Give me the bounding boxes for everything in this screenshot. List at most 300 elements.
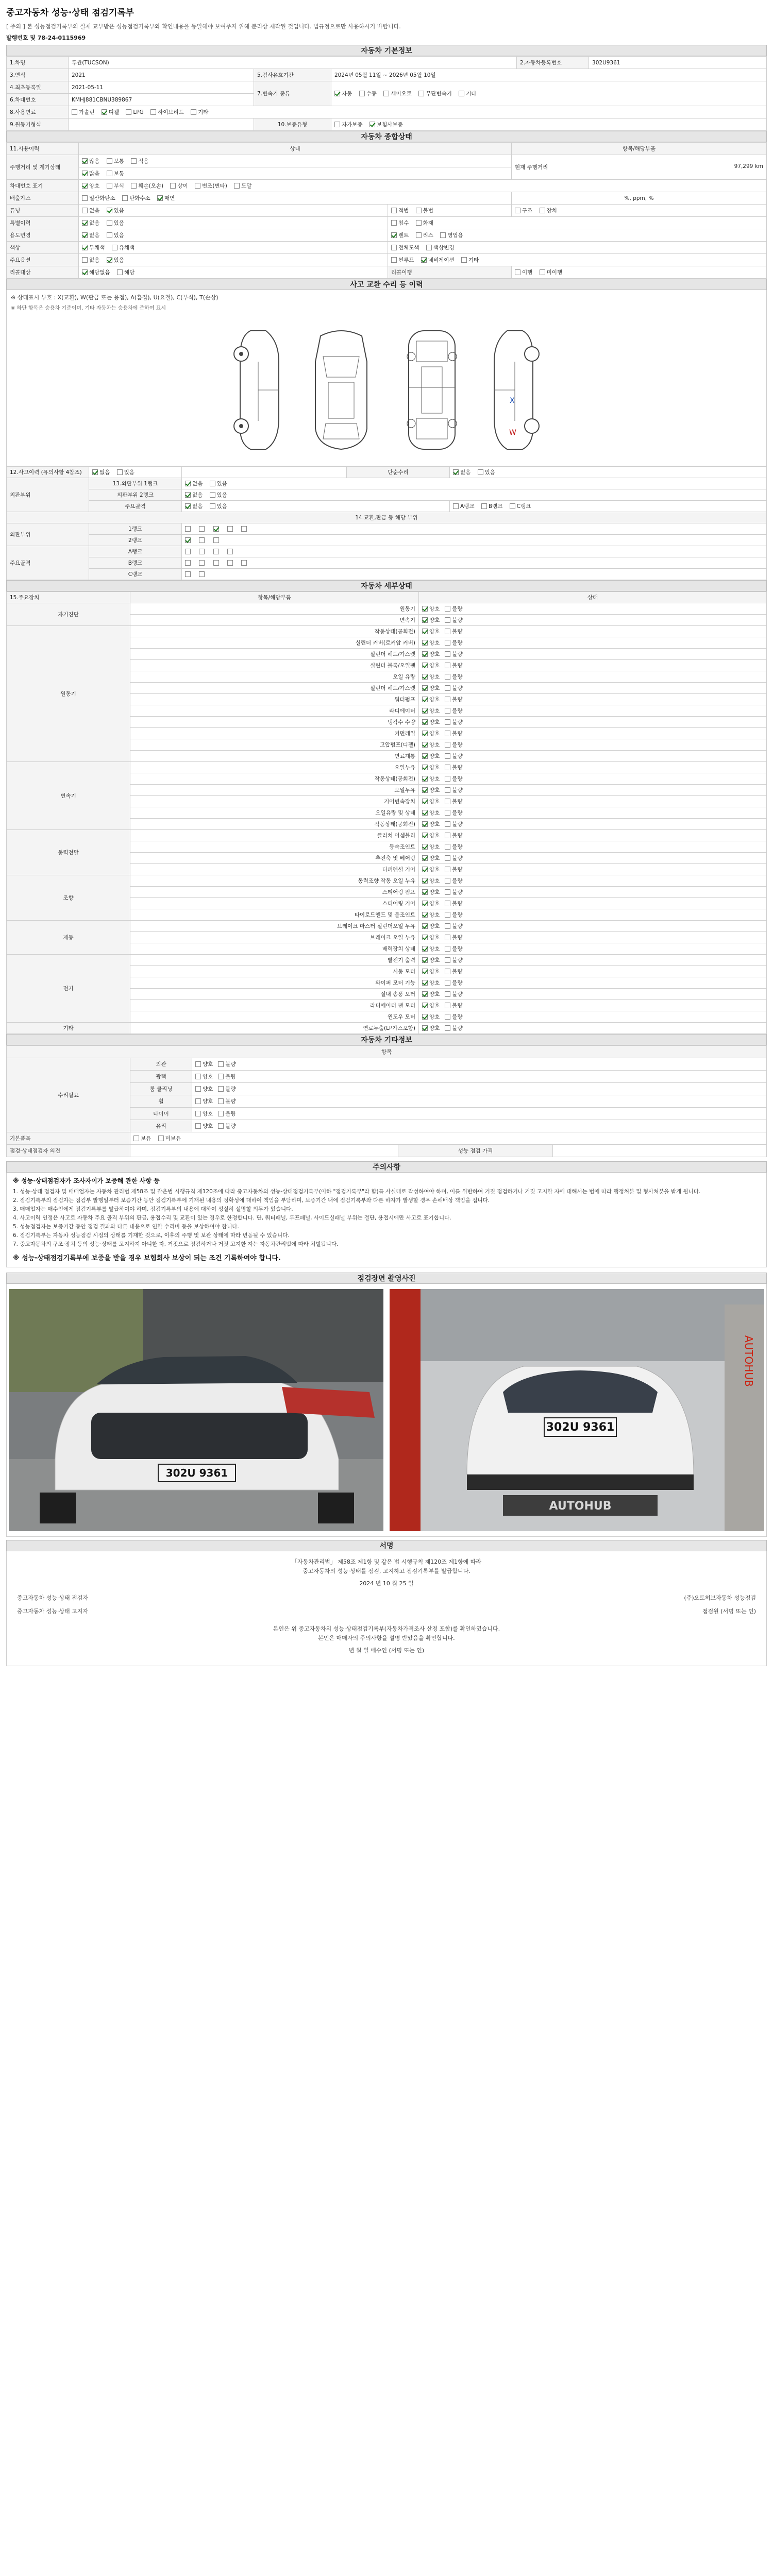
document-notice: [ 주의 ] 본 성능점검기록부의 실제 교부받은 성능점검기록부와 확인내용을 동일해야 보여주지 위해 분리상 제작된 것입니다. 법규정으로만 사용하시기 바랍니다. xyxy=(6,23,401,30)
detail-state-option[interactable]: 불량 xyxy=(445,650,462,658)
detail-state-option[interactable]: 양호 xyxy=(422,764,440,771)
detail-state-option[interactable]: 불량 xyxy=(445,854,462,862)
parts-checkbox[interactable] xyxy=(213,537,221,544)
detail-state-option[interactable]: 불량 xyxy=(445,956,462,964)
detail-item-state xyxy=(419,717,767,728)
detail-group-label: 전기 xyxy=(7,955,130,1023)
seller-row xyxy=(17,1607,756,1615)
detail-state-option[interactable]: 불량 xyxy=(445,888,462,896)
fuel-option[interactable]: 하이브리드 xyxy=(150,108,184,116)
options-label: 주요옵션 xyxy=(7,254,79,266)
detail-state-option[interactable]: 양호 xyxy=(422,662,440,669)
first-reg-value: 2021-05-11 xyxy=(69,81,254,94)
trans-label: 7.변속기 종류 xyxy=(254,81,331,106)
checkbox-icon xyxy=(107,232,112,238)
detail-state-option[interactable]: 양호 xyxy=(422,854,440,862)
detail-state-option[interactable]: 불량 xyxy=(445,741,462,749)
panel-rank1-option[interactable]: 있음 xyxy=(210,480,227,487)
detail-state-option[interactable]: 불량 xyxy=(445,684,462,692)
checkbox-icon xyxy=(422,651,428,657)
caution-line: 4. 사고이력 인정은 사고로 자동차 주요 골격 부위의 판금, 용접수리 및 교환이 있는 경우로 한정합니다. 단, 쿼터패널, 루프패널, 사이드실패널 부위는 절단, 용접시에만 사고로 표기합니다. xyxy=(13,1215,451,1221)
parts-checkbox[interactable] xyxy=(185,560,192,566)
extra-state-option[interactable]: 양호 xyxy=(195,1085,213,1093)
usage-change-label: 용도변경 xyxy=(7,229,79,242)
panel-group-label: 외판부위 xyxy=(7,478,89,512)
basic-items-option[interactable]: 보유 xyxy=(133,1134,151,1142)
detail-state-option[interactable]: 불량 xyxy=(445,911,462,919)
detail-state-option[interactable]: 불량 xyxy=(445,628,462,635)
mileage-label: 주행거리 및 계기상태 xyxy=(7,155,79,180)
special-label: 특별이력 xyxy=(7,217,79,229)
detail-item-state xyxy=(419,751,767,762)
detail-state-option[interactable]: 양호 xyxy=(422,684,440,692)
parts-checkbox[interactable] xyxy=(213,560,221,566)
photos-title: 점검장면 촬영사진 xyxy=(6,1273,767,1284)
frame-rank-option[interactable]: C랭크 xyxy=(510,502,531,510)
vin-mark-option[interactable]: 변조(변타) xyxy=(195,182,227,190)
usage-change-option[interactable]: 없음 xyxy=(82,231,99,239)
parts-checkbox[interactable] xyxy=(185,549,192,555)
extra-state-option[interactable]: 양호 xyxy=(195,1060,213,1068)
detail-state-option[interactable]: 불량 xyxy=(445,786,462,794)
special-sub-option[interactable]: 침수 xyxy=(391,219,409,227)
detail-state-option[interactable]: 양호 xyxy=(422,730,440,737)
extra-state-option[interactable]: 불량 xyxy=(218,1097,236,1105)
detail-item-label: 작동상태(공회전) xyxy=(130,819,419,830)
detail-item-state xyxy=(419,660,767,671)
detail-state-option[interactable]: 양호 xyxy=(422,1013,440,1021)
parts-checkbox[interactable] xyxy=(199,526,206,532)
fuel-option[interactable]: 기타 xyxy=(191,108,208,116)
motor-value xyxy=(69,118,254,131)
checkbox-icon xyxy=(391,232,397,238)
detail-state-option[interactable]: 양호 xyxy=(422,979,440,987)
detail-state-option[interactable]: 불량 xyxy=(445,877,462,885)
trans-options xyxy=(331,81,767,106)
checkbox-icon xyxy=(227,549,233,554)
parts-checkbox[interactable] xyxy=(227,549,234,555)
detail-state-option[interactable]: 양호 xyxy=(422,1024,440,1032)
detail-state-option[interactable]: 불량 xyxy=(445,900,462,907)
vin-mark-label: 차대번호 표기 xyxy=(7,180,79,192)
detail-state-option[interactable]: 양호 xyxy=(422,786,440,794)
mileage-gauge-option[interactable]: 보통 xyxy=(107,170,124,177)
parts-checkbox[interactable] xyxy=(199,571,206,578)
detail-state-option[interactable]: 양호 xyxy=(422,832,440,839)
frame-rank-option[interactable]: B랭크 xyxy=(481,502,503,510)
extra-item-label: 타이어 xyxy=(130,1108,192,1120)
frame-option[interactable]: 있음 xyxy=(210,502,227,510)
extra-subtitle: 항목 xyxy=(7,1046,767,1058)
color-label: 색상 xyxy=(7,242,79,254)
detail-state-option[interactable]: 양호 xyxy=(422,696,440,703)
color-sub-option[interactable]: 전체도색 xyxy=(391,244,419,251)
detail-state-option[interactable]: 불량 xyxy=(445,605,462,613)
detail-item-label: 작동상태(공회전) xyxy=(130,773,419,785)
panel-rank2-label: 외판부위 2랭크 xyxy=(89,489,182,501)
detail-state-option[interactable]: 불량 xyxy=(445,843,462,851)
special-option[interactable]: 있음 xyxy=(107,219,124,227)
detail-item-label: 시동 모터 xyxy=(130,966,419,977)
checkbox-icon xyxy=(185,481,191,486)
usage-change-option[interactable]: 있음 xyxy=(107,231,124,239)
tuning-sub-option[interactable]: 적법 xyxy=(391,207,409,214)
recall-option[interactable]: 해당 xyxy=(117,268,135,276)
detail-state-option[interactable]: 양호 xyxy=(422,990,440,998)
detail-state-option[interactable]: 양호 xyxy=(422,843,440,851)
checkbox-icon xyxy=(227,526,233,532)
rear-plate-text: 302U 9361 xyxy=(546,1421,615,1434)
detail-state-option[interactable]: 양호 xyxy=(422,900,440,907)
detail-state-option[interactable]: 양호 xyxy=(422,798,440,805)
trans-option[interactable]: 기타 xyxy=(459,90,476,97)
checkbox-icon xyxy=(213,526,219,532)
price-inspect-label: 성능 점검 가격 xyxy=(398,1145,553,1157)
frame-option[interactable]: 없음 xyxy=(185,502,203,510)
detail-state-option[interactable]: 불량 xyxy=(445,979,462,987)
detail-state-option[interactable]: 불량 xyxy=(445,752,462,760)
checkbox-icon xyxy=(445,923,450,929)
detail-state-option[interactable]: 양호 xyxy=(422,945,440,953)
extra-group-label: 수리필요 xyxy=(7,1058,130,1132)
panel-rank1-option[interactable]: 없음 xyxy=(185,480,203,487)
checkbox-icon xyxy=(445,901,450,906)
extra-item-state xyxy=(192,1058,767,1071)
cautions-head: ※ 성능·상태점검자가 조사자이가 보증해 관한 사항 등 xyxy=(13,1177,160,1184)
detail-item-label: 실린더 헤드/가스켓 xyxy=(130,683,419,694)
reg-no-label: 2.자동차등록번호 xyxy=(517,57,589,69)
detail-item-state xyxy=(419,932,767,943)
accident-option[interactable]: 있음 xyxy=(117,468,135,476)
options-sub-option[interactable]: 네비게이션 xyxy=(421,256,455,264)
detail-item-state xyxy=(419,705,767,717)
detail-state-option[interactable]: 불량 xyxy=(445,1002,462,1009)
parts-checkbox[interactable] xyxy=(227,526,234,532)
front-car-image xyxy=(9,1289,383,1531)
checkbox-icon xyxy=(234,183,240,189)
checkbox-icon xyxy=(416,220,422,226)
checkbox-icon xyxy=(422,810,428,816)
color-sub-option[interactable]: 색상변경 xyxy=(426,244,455,251)
checkbox-icon xyxy=(157,195,163,201)
document-title: 중고자동차 성능·상태 점검기록부 xyxy=(6,8,135,18)
vin-label: 6.차대번호 xyxy=(7,94,69,106)
sign-statement-2: 중고자동차의 성능·상태를 점검, 고지하고 점검기록부를 발급합니다. xyxy=(303,1568,470,1574)
detail-item-state xyxy=(419,615,767,626)
detail-state-option[interactable]: 양호 xyxy=(422,639,440,647)
checkbox-icon xyxy=(422,901,428,906)
detail-state-option[interactable]: 불량 xyxy=(445,673,462,681)
checkbox-icon xyxy=(383,91,389,96)
checkbox-icon xyxy=(445,833,450,838)
mileage-option[interactable]: 보통 xyxy=(107,157,124,165)
checkbox-icon xyxy=(107,183,112,189)
extra-row xyxy=(7,1058,767,1071)
recall-option[interactable]: 해당없음 xyxy=(82,268,110,276)
checkbox-icon xyxy=(426,245,432,250)
panel-rank2-option[interactable]: 있음 xyxy=(210,491,227,499)
vin-value: KMHJ881CBNU389867 xyxy=(69,94,254,106)
detail-state-option[interactable]: 양호 xyxy=(422,707,440,715)
fuel-option[interactable]: 가솔린 xyxy=(72,108,94,116)
detail-state-option[interactable]: 불량 xyxy=(445,718,462,726)
recall-done-option[interactable]: 미이행 xyxy=(540,268,562,276)
detail-state-option[interactable]: 양호 xyxy=(422,741,440,749)
trans-option[interactable]: 자동 xyxy=(334,90,352,97)
detail-item-state xyxy=(419,989,767,1000)
document-number-label: 발행번호 및 xyxy=(6,35,36,41)
detail-state-option[interactable]: 양호 xyxy=(422,673,440,681)
checkbox-icon xyxy=(191,109,196,115)
trans-option[interactable]: 무단변속기 xyxy=(418,90,452,97)
parts-checkbox[interactable] xyxy=(241,526,248,532)
detail-state-option[interactable]: 양호 xyxy=(422,968,440,975)
mileage-option[interactable]: 많음 xyxy=(82,157,99,165)
accident-option[interactable]: 없음 xyxy=(92,468,110,476)
rear-car-image xyxy=(390,1289,764,1531)
detail-state-option[interactable]: 불량 xyxy=(445,832,462,839)
checkbox-icon xyxy=(422,753,428,759)
detail-item-label: 연료계통 xyxy=(130,751,419,762)
vin-mark-option[interactable]: 부식 xyxy=(107,182,124,190)
detail-item-state xyxy=(419,637,767,649)
detail-state-option[interactable]: 양호 xyxy=(422,956,440,964)
general-col-usage: 11.사용이력 xyxy=(7,143,79,155)
checkbox-icon xyxy=(218,1098,224,1104)
car-top-front-diagram xyxy=(305,326,377,454)
parts-checkbox[interactable] xyxy=(213,526,221,532)
detail-title: 자동차 세부상태 xyxy=(6,580,767,591)
warranty-options xyxy=(331,118,767,131)
detail-state-option[interactable]: 양호 xyxy=(422,934,440,941)
parts-rank-a: A랭크 xyxy=(89,546,182,557)
detail-state-option[interactable]: 양호 xyxy=(422,605,440,613)
emission-option[interactable]: 매연 xyxy=(157,194,175,202)
extra-state-option[interactable]: 양호 xyxy=(195,1097,213,1105)
options-option[interactable]: 있음 xyxy=(107,256,124,264)
detail-row xyxy=(7,921,767,932)
detail-state-option[interactable]: 불량 xyxy=(445,798,462,805)
detail-item-label: 스티어링 펌프 xyxy=(130,887,419,898)
simple-repair-option[interactable]: 있음 xyxy=(478,468,495,476)
detail-state-option[interactable]: 불량 xyxy=(445,616,462,624)
checkbox-icon xyxy=(82,269,88,275)
detail-state-option[interactable]: 불량 xyxy=(445,922,462,930)
parts-checkbox[interactable] xyxy=(227,560,234,566)
detail-state-option[interactable]: 양호 xyxy=(422,922,440,930)
detail-state-option[interactable]: 양호 xyxy=(422,911,440,919)
detail-state-option[interactable]: 불량 xyxy=(445,866,462,873)
detail-item-state xyxy=(419,796,767,807)
detail-item-label: 브레이크 마스터 실린더오일 누유 xyxy=(130,921,419,932)
checkbox-icon xyxy=(422,629,428,634)
detail-state-option[interactable]: 불량 xyxy=(445,820,462,828)
detail-state-option[interactable]: 양호 xyxy=(422,1002,440,1009)
checkbox-icon xyxy=(170,183,176,189)
extra-state-option[interactable]: 양호 xyxy=(195,1122,213,1130)
simple-repair-option[interactable]: 없음 xyxy=(453,468,470,476)
detail-item-state xyxy=(419,1023,767,1034)
period-value: 2024년 05월 11일 ~ 2026년 05월 10일 xyxy=(331,69,767,81)
extra-state-option[interactable]: 양호 xyxy=(195,1110,213,1117)
special-sub-option[interactable]: 화재 xyxy=(416,219,433,227)
vin-mark-option[interactable]: 상이 xyxy=(170,182,188,190)
parts-checkbox[interactable] xyxy=(199,549,206,555)
frame-rank-option[interactable]: A랭크 xyxy=(453,502,474,510)
detail-state-option[interactable]: 불량 xyxy=(445,707,462,715)
detail-state-option[interactable]: 불량 xyxy=(445,1024,462,1032)
mileage-gauge-option[interactable]: 많음 xyxy=(82,170,99,177)
checkbox-icon xyxy=(445,629,450,634)
recall-done-option[interactable]: 이행 xyxy=(515,268,532,276)
parts-checkbox[interactable] xyxy=(241,560,248,566)
caution-line: 3. 매매업자는 매수인에게 점검기록부를 발급하여야 하며, 점검기록부의 내용에 대하여 성실히 설명할 의무가 있습니다. xyxy=(13,1206,293,1212)
detail-state-option[interactable]: 양호 xyxy=(422,877,440,885)
detail-state-option[interactable]: 양호 xyxy=(422,820,440,828)
detail-state-option[interactable]: 양호 xyxy=(422,775,440,783)
detail-group-label: 제동 xyxy=(7,921,130,955)
document-header xyxy=(6,0,767,42)
usage-change-sub-option[interactable]: 리스 xyxy=(416,231,433,239)
checkbox-icon xyxy=(445,640,450,646)
extra-table xyxy=(6,1045,767,1157)
checkbox-icon xyxy=(199,537,205,543)
detail-item-state xyxy=(419,603,767,615)
detail-item-label: 클러치 어셈블리 xyxy=(130,830,419,841)
emission-option[interactable]: 탄화수소 xyxy=(122,194,150,202)
warranty-option[interactable]: 보험사보증 xyxy=(369,121,403,128)
extra-state-option[interactable]: 불량 xyxy=(218,1073,236,1080)
detail-item-state xyxy=(419,728,767,739)
detail-item-state xyxy=(419,807,767,819)
extra-state-option[interactable]: 불량 xyxy=(218,1060,236,1068)
parts-checkbox[interactable] xyxy=(185,571,192,578)
checkbox-icon xyxy=(185,492,191,498)
document-number-value: 78-24-0115969 xyxy=(37,35,86,41)
detail-group-label: 자기진단 xyxy=(7,603,130,626)
emission-option[interactable]: 일산화탄소 xyxy=(82,194,115,202)
detail-state-option[interactable]: 양호 xyxy=(422,888,440,896)
car-side-right-diagram xyxy=(486,326,543,454)
extra-state-option[interactable]: 불량 xyxy=(218,1085,236,1093)
checkbox-icon xyxy=(150,109,156,115)
detail-item-label: 오일 유량 xyxy=(130,671,419,683)
detail-state-option[interactable]: 불량 xyxy=(445,775,462,783)
rear-photo xyxy=(390,1289,764,1531)
caution-line: 5. 성능점검자는 보증기간 동안 점검 결과와 다른 내용으로 인한 수리비 등을 보상하여야 합니다. xyxy=(13,1224,239,1230)
color-option[interactable]: 무채색 xyxy=(82,244,105,251)
checkbox-icon xyxy=(445,969,450,974)
checkbox-icon xyxy=(422,991,428,997)
parts-checkbox[interactable] xyxy=(185,526,192,532)
detail-item-state xyxy=(419,830,767,841)
checkbox-icon xyxy=(422,935,428,940)
detail-state-option[interactable]: 양호 xyxy=(422,809,440,817)
checkbox-icon xyxy=(481,503,487,509)
checkbox-icon xyxy=(445,776,450,782)
mileage-option[interactable]: 적음 xyxy=(131,157,148,165)
detail-state-option[interactable]: 불량 xyxy=(445,639,462,647)
panel-rank2-option[interactable]: 없음 xyxy=(185,491,203,499)
checkbox-icon xyxy=(218,1061,224,1067)
usage-change-sub-option[interactable]: 렌트 xyxy=(391,231,409,239)
detail-state-option[interactable]: 양호 xyxy=(422,616,440,624)
parts-checkbox[interactable] xyxy=(213,549,221,555)
checkbox-icon xyxy=(199,526,205,532)
checkbox-icon xyxy=(421,257,427,263)
fuel-option[interactable]: 디젤 xyxy=(102,108,119,116)
shop-logo-text: AUTOHUB xyxy=(549,1500,612,1513)
vin-mark-option[interactable]: 도말 xyxy=(234,182,251,190)
options-option[interactable]: 없음 xyxy=(82,256,99,264)
detail-item-label: 실린더 블록/오일팬 xyxy=(130,660,419,671)
detail-state-option[interactable]: 불량 xyxy=(445,934,462,941)
checkbox-icon xyxy=(422,833,428,838)
fuel-option[interactable]: LPG xyxy=(126,109,143,115)
parts-checkbox[interactable] xyxy=(199,537,206,544)
options-sub-option[interactable]: 썬루프 xyxy=(391,256,414,264)
extra-state-option[interactable]: 불량 xyxy=(218,1110,236,1117)
checkbox-icon xyxy=(445,946,450,952)
tuning-option[interactable]: 없음 xyxy=(82,207,99,214)
parts-checkbox[interactable] xyxy=(185,537,192,544)
usage-change-sub-option[interactable]: 영업용 xyxy=(440,231,463,239)
checkbox-icon xyxy=(218,1123,224,1129)
detail-item-state xyxy=(419,649,767,660)
detail-state-option[interactable]: 불량 xyxy=(445,945,462,953)
vin-mark-option[interactable]: 양호 xyxy=(82,182,99,190)
detail-state-option[interactable]: 양호 xyxy=(422,650,440,658)
detail-state-option[interactable]: 양호 xyxy=(422,628,440,635)
special-option[interactable]: 없음 xyxy=(82,219,99,227)
detail-state-option[interactable]: 불량 xyxy=(445,968,462,975)
checkbox-icon xyxy=(422,685,428,691)
detail-state-option[interactable]: 양호 xyxy=(422,718,440,726)
detail-state-option[interactable]: 불량 xyxy=(445,764,462,771)
trans-option[interactable]: 세미오토 xyxy=(383,90,412,97)
detail-state-option[interactable]: 불량 xyxy=(445,696,462,703)
detail-state-option[interactable]: 불량 xyxy=(445,662,462,669)
detail-state-option[interactable]: 양호 xyxy=(422,866,440,873)
detail-item-label: 냉각수 수량 xyxy=(130,717,419,728)
detail-row xyxy=(7,875,767,887)
checkbox-icon xyxy=(422,1025,428,1031)
detail-item-label: 등속조인트 xyxy=(130,841,419,853)
tuning-sub-option[interactable]: 불법 xyxy=(416,207,433,214)
tuning-option[interactable]: 있음 xyxy=(107,207,124,214)
detail-state-option[interactable]: 양호 xyxy=(422,752,440,760)
parts-checkbox[interactable] xyxy=(199,560,206,566)
color-option[interactable]: 유채색 xyxy=(112,244,135,251)
warranty-option[interactable]: 자가보증 xyxy=(334,121,363,128)
extra-state-option[interactable]: 불량 xyxy=(218,1122,236,1130)
checkbox-icon xyxy=(112,245,117,250)
tuning-sub2-option[interactable]: 구조 xyxy=(515,207,532,214)
checkbox-icon xyxy=(540,208,545,213)
detail-state-option[interactable]: 불량 xyxy=(445,990,462,998)
vin-mark-option[interactable]: 훼손(오손) xyxy=(131,182,163,190)
tuning-sub2-option[interactable]: 장치 xyxy=(540,207,557,214)
detail-state-option[interactable]: 불량 xyxy=(445,809,462,817)
basic-items-option[interactable]: 미보유 xyxy=(158,1134,181,1142)
trans-option[interactable]: 수동 xyxy=(359,90,377,97)
checkbox-icon xyxy=(185,537,191,543)
options-sub-option[interactable]: 기타 xyxy=(461,256,479,264)
detail-state-option[interactable]: 불량 xyxy=(445,1013,462,1021)
first-reg-label: 4.최초등록일 xyxy=(7,81,69,94)
extra-state-option[interactable]: 양호 xyxy=(195,1073,213,1080)
detail-state-option[interactable]: 불량 xyxy=(445,730,462,737)
